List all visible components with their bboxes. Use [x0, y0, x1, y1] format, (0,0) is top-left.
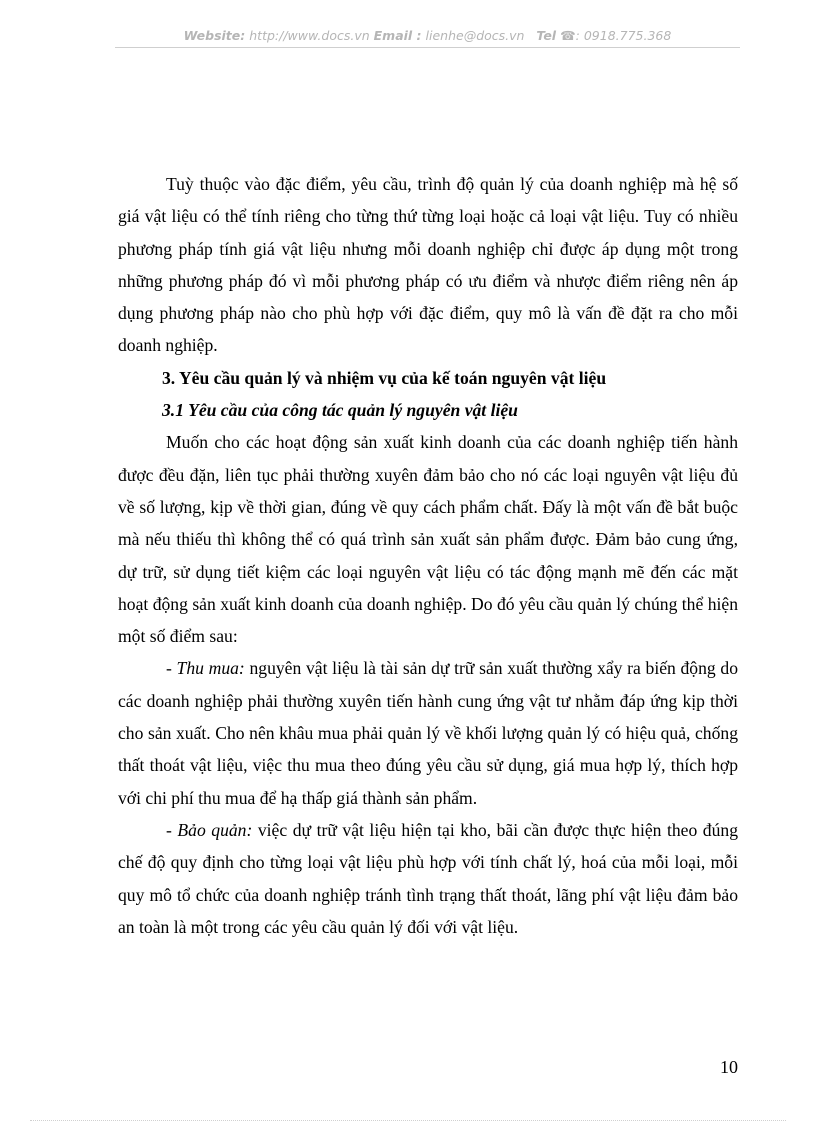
website-link[interactable]: http://www.docs.vn — [249, 28, 370, 43]
bao-quan-label: - Bảo quản: — [166, 819, 253, 840]
header-divider — [115, 47, 740, 48]
thu-mua-label: - Thu mua: — [166, 658, 245, 679]
tel-label: Tel — [536, 28, 557, 43]
paragraph-thu-mua — [118, 652, 738, 813]
thu-mua-text: nguyên vật liệu là tài sản dự trữ sản xuất thường xẩy ra biến động do các doanh nghiệp phải thường xuyên tiến hành cung ứng vật tư nhằm đáp ứng kịp thời cho sản xuất. Cho nên khâu mua phải quản lý về khối lượng quản lý có hiệu quả, chống thất thoát vật liệu, việc thu mua theo đúng yêu cầu sử dụng, giá mua hợp lý, thích hợp với chi phí thu mua để hạ thấp giá thành sản phẩm. — [118, 658, 738, 808]
page-number: 10 — [720, 1057, 738, 1077]
bao-quan-text: việc dự trữ vật liệu hiện tại kho, bãi cần được thực hiện theo đúng chế độ quy định cho từng loại vật liệu phù hợp với tính chất lý, hoá của mỗi loại, mỗi quy mô tổ chức của doanh nghiệp tránh tình trạng thất thoát, lãng phí vật liệu đảm bảo an toàn là một trong các yêu cầu quản lý đối với vật liệu. — [118, 819, 738, 937]
section-heading: 3. Yêu cầu quản lý và nhiệm vụ của kế toán nguyên vật liệu — [162, 367, 607, 388]
phone-icon: ☎ — [560, 28, 576, 43]
paragraph-bao-quan — [118, 814, 738, 943]
document-body — [118, 168, 738, 943]
tel-value: : 0918.775.368 — [575, 28, 672, 43]
footer-divider — [30, 1120, 786, 1121]
paragraph-intro: Tuỳ thuộc vào đặc điểm, yêu cầu, trình độ quản lý của doanh nghiệp mà hệ số giá vật liệu có thể tính riêng cho từng thứ từng loại hoặc cả loại vật liệu. Tuy có nhiều phương pháp tính giá vật liệu nhưng mỗi doanh nghiệp chỉ được áp dụng một trong những phương pháp đó vì mỗi phương pháp có ưu điểm và nhược điểm riêng nên áp dụng phương pháp nào cho phù hợp với đặc điểm, quy mô là vấn đề đặt ra cho mỗi doanh nghiệp. — [118, 174, 738, 356]
website-label: Website: — [183, 28, 246, 43]
page-header — [115, 28, 740, 43]
paragraph-requirements: Muốn cho các hoạt động sản xuất kinh doanh của các doanh nghiệp tiến hành được đều đặn, liên tục phải thường xuyên đảm bảo cho nó các loại nguyên vật liệu đủ về số lượng, kịp về thời gian, đúng về quy cách phẩm chất. Đấy là một vấn đề bắt buộc mà nếu thiếu thì không thể có quá trình sản xuất sản phẩm được. Đảm bảo cung ứng, dự trữ, sử dụng tiết kiệm các loại nguyên vật liệu có tác động mạnh mẽ đến các mặt hoạt động sản xuất kinh doanh của doanh nghiệp. Do đó yêu cầu quản lý chúng thể hiện một số điểm sau: — [118, 432, 738, 647]
subsection-heading: 3.1 Yêu cầu của công tác quản lý nguyên vật liệu — [162, 400, 518, 421]
email-label: Email : — [373, 28, 422, 43]
email-link[interactable]: lienhe@docs.vn — [425, 28, 525, 43]
